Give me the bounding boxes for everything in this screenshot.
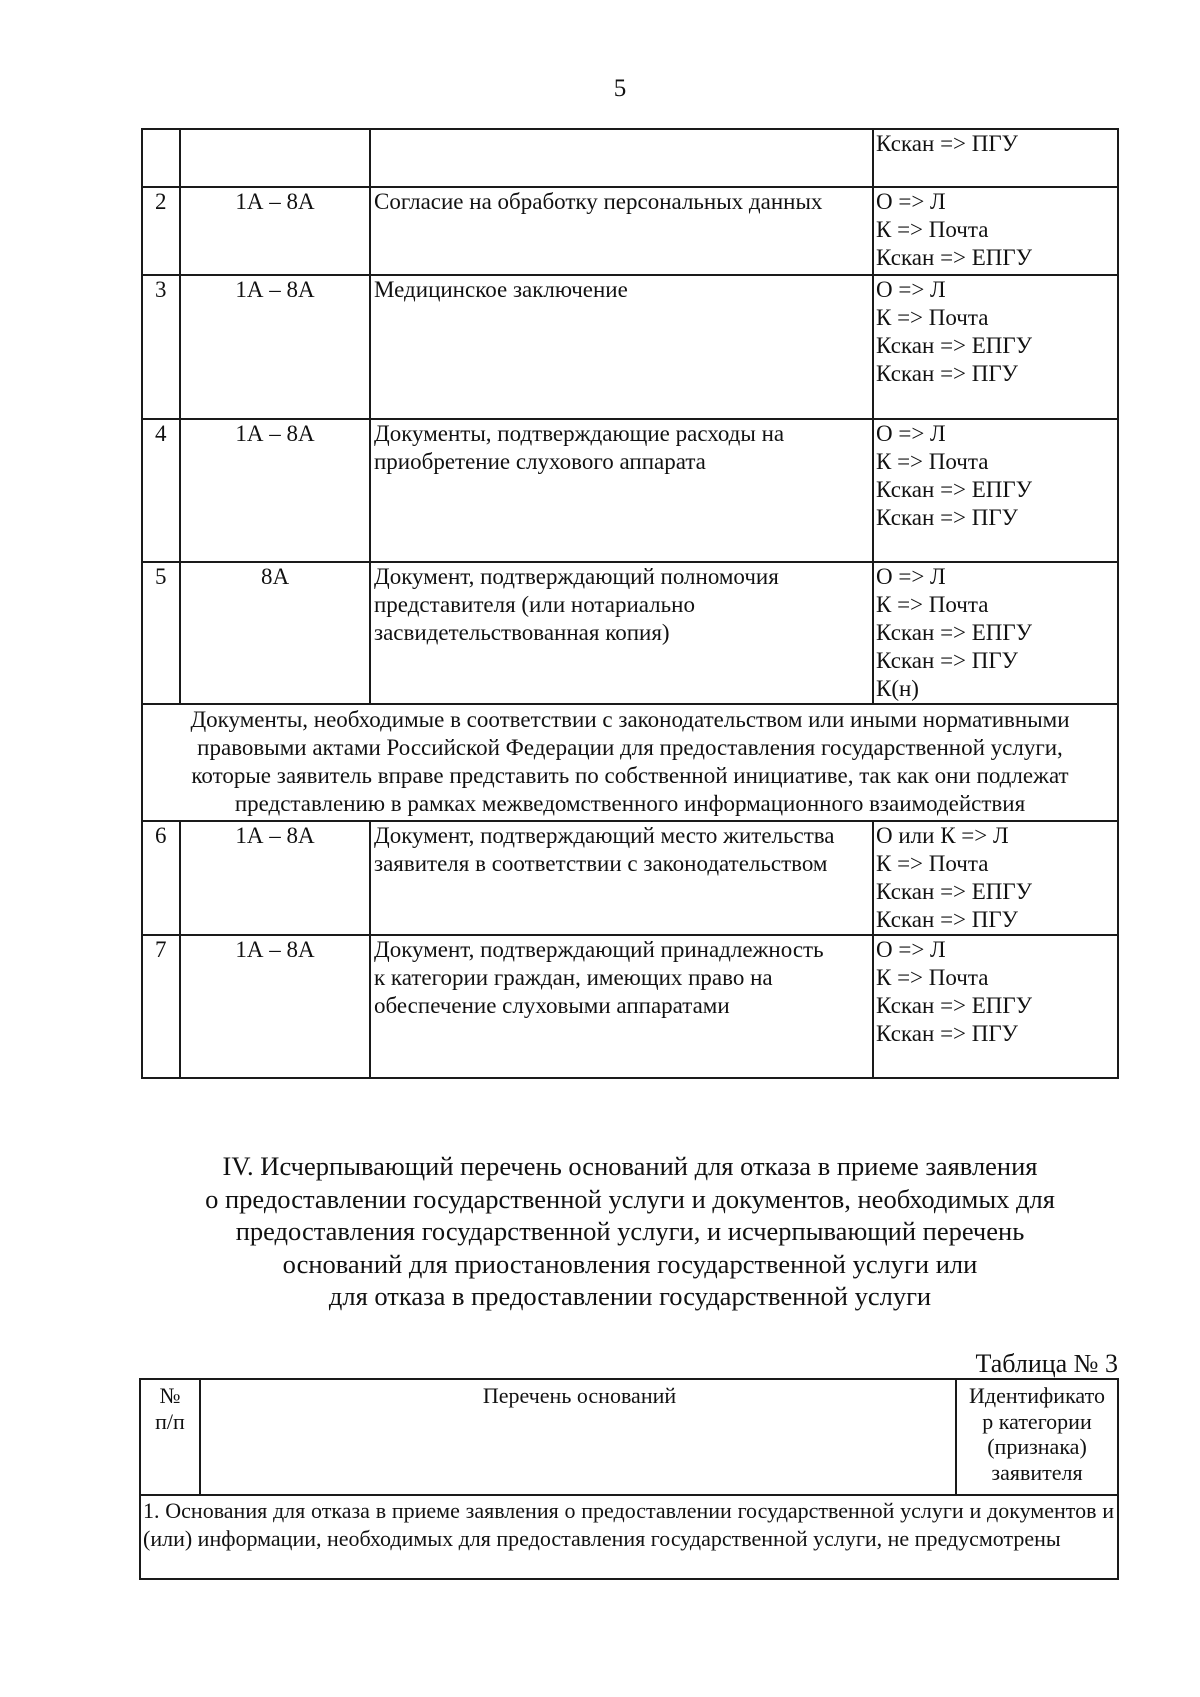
row-num-cell: 6	[142, 821, 180, 935]
channel-line: Кскан => ЕПГУ	[876, 879, 1033, 904]
header-num-line: №	[159, 1383, 181, 1408]
channels-cell	[873, 275, 1118, 419]
document-name-line: Документ, подтверждающий принадлежность	[374, 937, 824, 962]
table-row	[142, 562, 1118, 704]
channel-line: К(н)	[876, 676, 919, 701]
channels-cell	[873, 129, 1118, 187]
table-row	[142, 821, 1118, 935]
header-identifier-line: р категории	[982, 1408, 1092, 1434]
channel-line: К => Почта	[876, 305, 989, 330]
section-heading-line: которые заявитель вправе представить по собственной инициативе, так как они подлежат	[191, 763, 1069, 788]
header-identifier-line: Идентификато	[969, 1383, 1105, 1408]
header-num-line: п/п	[155, 1408, 185, 1434]
channel-line: К => Почта	[876, 217, 989, 242]
channel-line: Кскан => ЕПГУ	[876, 993, 1033, 1018]
channels-cell	[873, 821, 1118, 935]
channel-line: Кскан => ЕПГУ	[876, 620, 1033, 645]
document-name-line: Медицинское заключение	[374, 277, 628, 302]
table-row	[142, 419, 1118, 562]
channels-cell	[873, 419, 1118, 562]
channel-line: Кскан => ЕПГУ	[876, 245, 1033, 270]
section-iv-title-line: IV. Исчерпывающий перечень оснований для отказа в приеме заявления	[222, 1151, 1038, 1181]
grounds-text-cell	[140, 1495, 1118, 1579]
table-row	[142, 935, 1118, 1078]
channel-line: Кскан => ПГУ	[876, 361, 1018, 386]
section-heading-line: представлению в рамках межведомственного информационного взаимодействия	[234, 791, 1026, 816]
document-name-cell	[370, 129, 873, 187]
document-name-line: Согласие на обработку персональных данных	[374, 189, 823, 214]
page-number: 5	[613, 75, 627, 102]
category-cell: 1А – 8А	[180, 935, 370, 1078]
channel-line: Кскан => ПГУ	[876, 907, 1018, 932]
channel-line: Кскан => ЕПГУ	[876, 333, 1033, 358]
document-name-cell	[370, 821, 873, 935]
channel-line: О => Л	[876, 189, 946, 214]
refusal-grounds-table	[139, 1378, 1119, 1580]
document-name-line: Документ, подтверждающий место жительства	[374, 823, 835, 848]
category-cell: 8А	[180, 562, 370, 704]
section-iv-title-line: предоставления государственной услуги, и исчерпывающий перечень	[235, 1216, 1025, 1246]
documents-table	[141, 128, 1119, 1079]
channel-line: О => Л	[876, 277, 946, 302]
channel-line: Кскан => ПГУ	[876, 648, 1018, 673]
table-row	[142, 187, 1118, 275]
channel-line: Кскан => ПГУ	[876, 505, 1018, 530]
table-row	[142, 129, 1118, 187]
section-iv-title-line: для отказа в предоставлении государственной услуги	[328, 1281, 932, 1311]
grounds-text-line: услуги, не предусмотрены	[813, 1526, 1061, 1551]
section-iv-title-line: оснований для приостановления государственной услуги или	[282, 1248, 978, 1279]
document-name-line: к категории граждан, имеющих право на	[374, 965, 773, 990]
channel-line: Кскан => ПГУ	[876, 1021, 1018, 1046]
document-name-cell	[370, 187, 873, 275]
category-cell: 1А – 8А	[180, 419, 370, 562]
row-num-cell	[142, 129, 180, 187]
channel-line: О => Л	[876, 421, 946, 446]
table-row	[140, 1495, 1118, 1579]
section-row	[142, 704, 1118, 821]
row-num-cell: 7	[142, 935, 180, 1078]
document-name-line: Документ, подтверждающий полномочия	[374, 564, 779, 589]
grounds-text-line: 1. Основания для отказа в приеме заявления о предоставлении государственной услуги	[143, 1498, 964, 1523]
document-name-line: приобретение слухового аппарата	[374, 449, 706, 474]
grounds-text-line: и документов и (или) информации, необходимых для предоставления государственной	[143, 1498, 1115, 1551]
header-identifier-line: заявителя	[991, 1459, 1083, 1485]
channels-cell	[873, 187, 1118, 275]
channel-line: О => Л	[876, 937, 946, 962]
document-name-cell	[370, 562, 873, 704]
channel-line: О => Л	[876, 564, 946, 589]
header-identifier-line: (признака)	[987, 1434, 1087, 1459]
category-cell: 1А – 8А	[180, 821, 370, 935]
document-name-line: обеспечение слуховыми аппаратами	[374, 993, 730, 1018]
channel-line: К => Почта	[876, 592, 989, 617]
section-heading-line: Документы, необходимые в соответствии с законодательством или иными нормативными	[190, 707, 1070, 732]
row-num-cell: 5	[142, 562, 180, 704]
channels-cell	[873, 935, 1118, 1078]
document-name-cell	[370, 935, 873, 1078]
category-cell	[180, 129, 370, 187]
section-heading-line: правовыми актами Российской Федерации для предоставления государственной услуги,	[197, 735, 1063, 760]
header-list-cell: Перечень оснований	[200, 1379, 956, 1495]
header-identifier-cell	[956, 1379, 1118, 1495]
document-name-line: заявителя в соответствии с законодательством	[374, 851, 828, 876]
row-num-cell: 2	[142, 187, 180, 275]
document-name-line: Документы, подтверждающие расходы на	[374, 421, 785, 446]
channel-line: К => Почта	[876, 449, 989, 474]
channel-line: К => Почта	[876, 965, 989, 990]
document-name-line: представителя (или нотариально	[374, 592, 695, 617]
table-header-row	[140, 1379, 1118, 1495]
document-name-cell	[370, 419, 873, 562]
document-name-line: засвидетельствованная копия)	[374, 620, 670, 645]
row-num-cell: 4	[142, 419, 180, 562]
category-cell: 1А – 8А	[180, 275, 370, 419]
row-num-cell: 3	[142, 275, 180, 419]
table-row	[142, 275, 1118, 419]
category-cell: 1А – 8А	[180, 187, 370, 275]
channel-line: К => Почта	[876, 851, 989, 876]
document-name-cell	[370, 275, 873, 419]
header-num-cell	[140, 1379, 200, 1495]
table-caption: Таблица № 3	[975, 1349, 1118, 1378]
channels-cell	[873, 562, 1118, 704]
channel-line: Кскан => ЕПГУ	[876, 477, 1033, 502]
section-iv-title	[140, 1150, 1120, 1313]
channel-line: О или К => Л	[876, 823, 1009, 848]
section-iv-title-line: о предоставлении государственной услуги и документов, необходимых для	[205, 1183, 1055, 1214]
section-heading-cell	[142, 704, 1118, 821]
channel-line: Кскан => ПГУ	[876, 131, 1018, 156]
